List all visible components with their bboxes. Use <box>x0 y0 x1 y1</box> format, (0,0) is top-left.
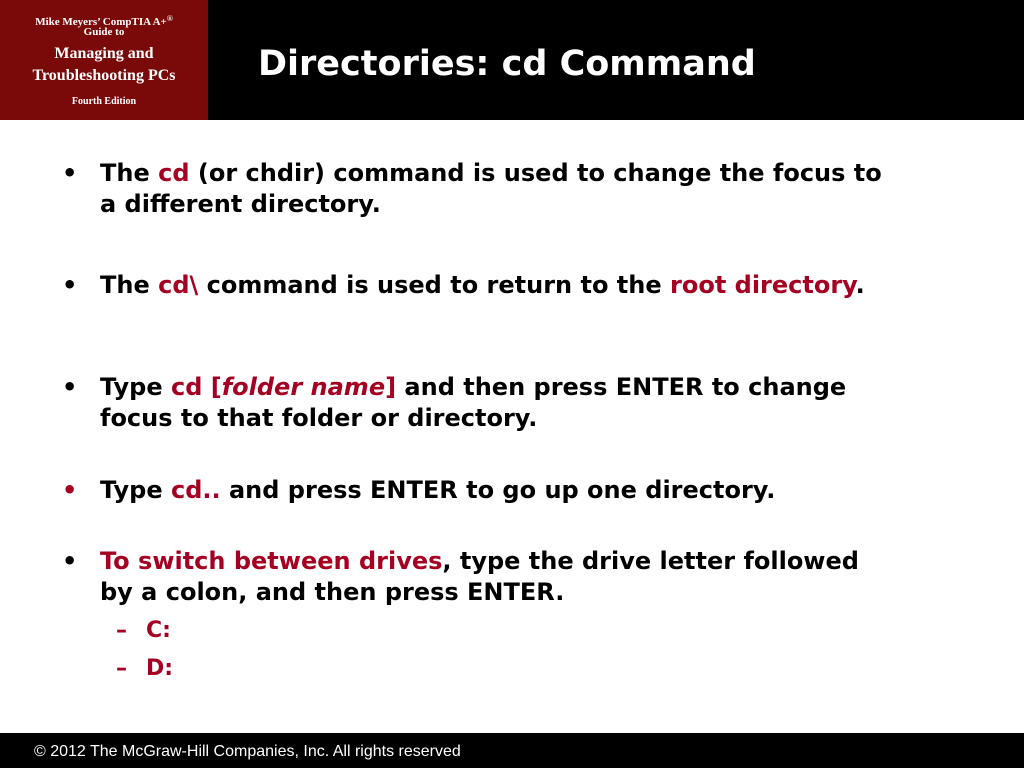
book-title-line-1: Managing and <box>54 45 154 62</box>
sub-bullet-drive-d: D: <box>146 656 174 681</box>
bullet-text: command is used to return to the <box>198 271 670 299</box>
book-guide-line: Guide to <box>83 26 125 38</box>
command-argument: folder name <box>221 373 386 401</box>
bullet-cd-root <box>100 270 900 301</box>
command-highlight: cd <box>158 159 190 187</box>
registered-mark: ® <box>166 14 173 23</box>
command-highlight: ] <box>385 373 397 401</box>
command-highlight: cd [ <box>170 373 222 401</box>
term-highlight: To switch between drives <box>100 547 443 575</box>
bullet-text: Type <box>100 373 171 401</box>
bullet-text: Type <box>100 476 171 504</box>
bullet-cd-up <box>100 475 900 506</box>
book-title-line-2: Troubleshooting PCs <box>32 67 176 84</box>
bullet-marker: • <box>62 271 78 299</box>
bullet-marker: • <box>62 476 78 504</box>
bullet-marker: • <box>62 159 78 187</box>
bullet-switch-drives <box>100 546 900 608</box>
bullet-marker: • <box>62 373 78 401</box>
copyright-text: © 2012 The McGraw-Hill Companies, Inc. All rights reserved <box>34 743 461 760</box>
term-highlight: root directory <box>670 271 856 299</box>
sub-bullet-marker: – <box>116 618 127 643</box>
command-highlight: cd\ <box>158 271 199 299</box>
bullet-text: and press ENTER to go up one directory. <box>220 476 776 504</box>
bullet-marker: • <box>62 547 78 575</box>
bullet-cd-folder <box>100 372 900 434</box>
bullet-text: The <box>100 271 159 299</box>
bullet-cd-command <box>100 158 900 220</box>
command-highlight: cd.. <box>170 476 221 504</box>
bullet-text: . <box>855 271 865 299</box>
book-edition: Fourth Edition <box>71 96 137 107</box>
bullet-text: (or chdir) command is used to change the focus to a different directory. <box>100 159 882 218</box>
slide-title: Directories: cd Command <box>258 44 756 84</box>
bullet-text: The <box>100 159 159 187</box>
sub-bullet-marker: – <box>116 656 127 681</box>
book-author-text: Mike Meyers’ CompTIA A+ <box>35 16 167 28</box>
slide-footer <box>0 733 1024 768</box>
bullet-text: , type the drive letter followed by a colon, and then press ENTER. <box>100 547 859 606</box>
sub-bullet-drive-c: C: <box>146 618 171 643</box>
bullet-text: and then press ENTER to change focus to that folder or directory. <box>100 373 847 432</box>
